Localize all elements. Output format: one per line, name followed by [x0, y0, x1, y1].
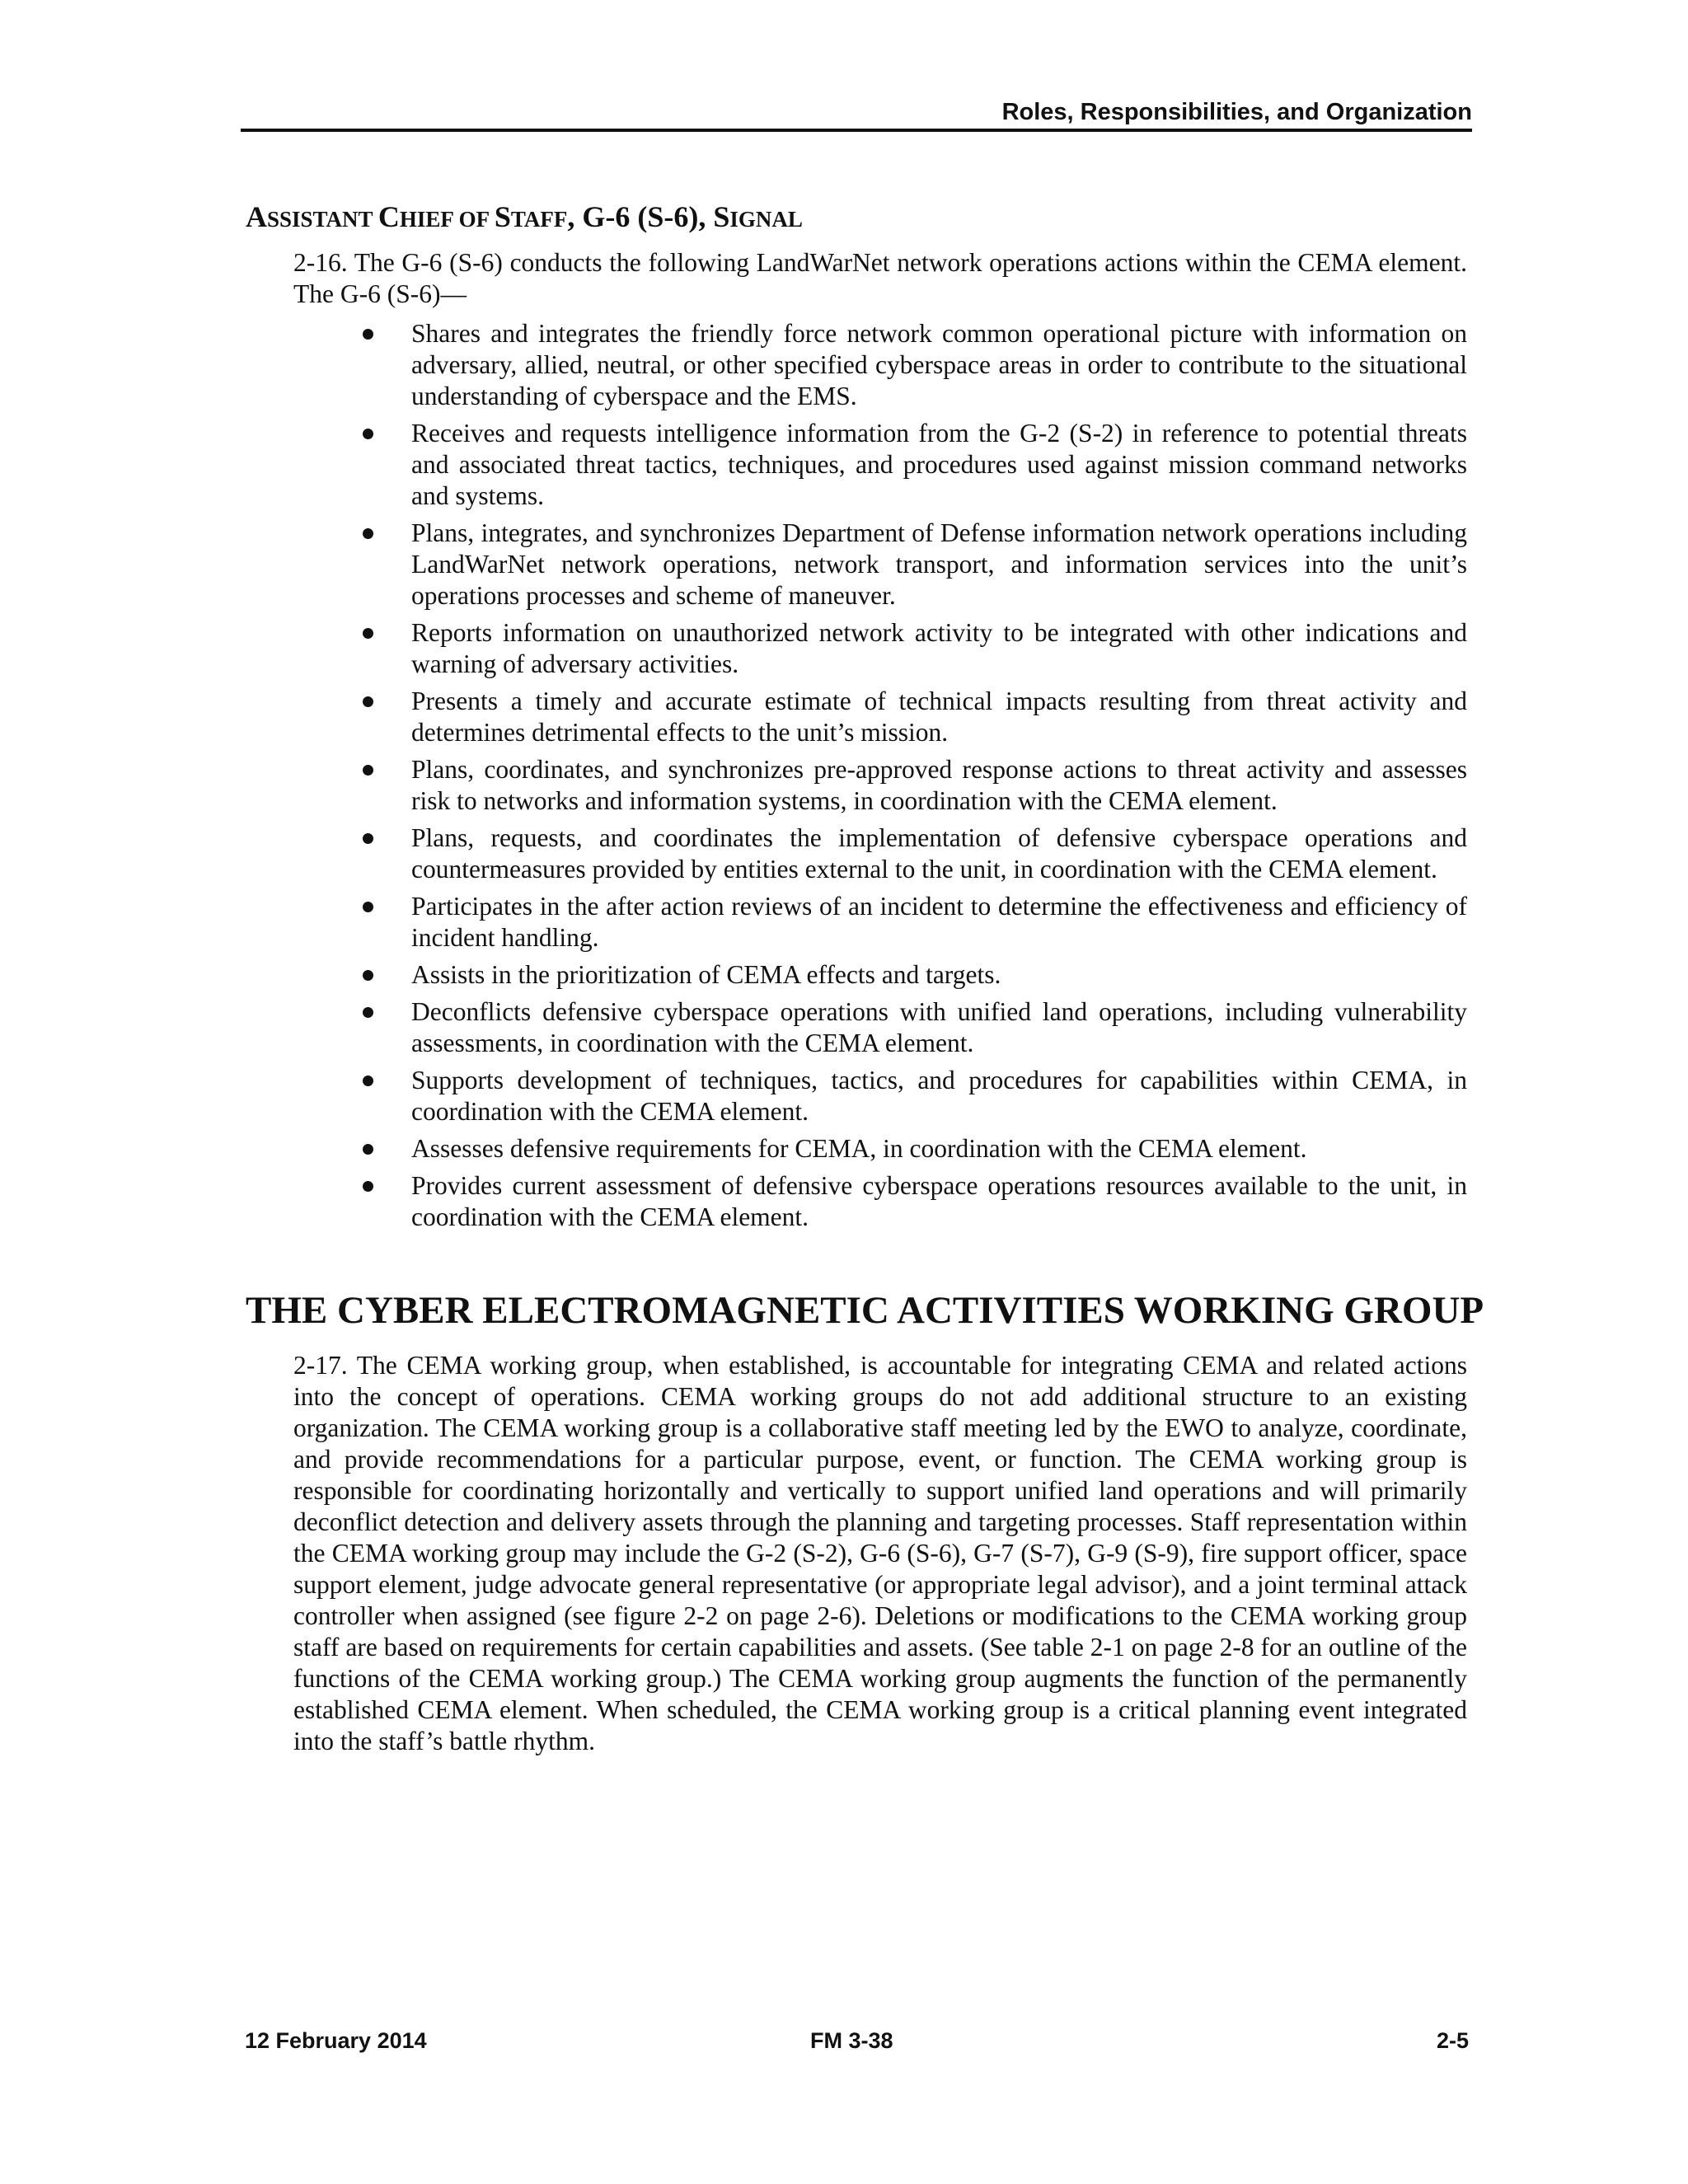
list-item-text: Receives and requests intelligence information from the G-2 (S-2) in reference to potential threats and associated threat tactics, techniques, and procedures used against mission command networks and systems. — [411, 419, 1467, 510]
section-title — [246, 198, 803, 238]
list-item-text: Supports development of techniques, tactics, and procedures for capabilities within CEMA, in coordination with the CEMA element. — [411, 1066, 1467, 1126]
list-item — [293, 891, 1467, 954]
section-title-part: S — [494, 200, 511, 233]
footer-page-number: 2-5 — [1436, 2028, 1469, 2053]
list-item — [293, 823, 1467, 885]
list-item-text: Participates in the after action reviews of an incident to determine the effectiveness and efficiency of incident handling. — [411, 892, 1467, 952]
list-item — [293, 418, 1467, 512]
list-item — [293, 1065, 1467, 1127]
bullet-icon — [363, 765, 373, 776]
footer-date: 12 February 2014 — [245, 2028, 427, 2053]
list-item-text: Provides current assessment of defensive cyberspace operations resources available to the unit, in coordination with the CEMA element. — [411, 1171, 1467, 1231]
list-item-text: Plans, integrates, and synchronizes Department of Defense information network operations including LandWarNet network operations, network transport, and information services into the unit’s operations processes and scheme of maneuver. — [411, 518, 1467, 610]
running-header: Roles, Responsibilities, and Organization — [1001, 99, 1472, 125]
list-item-text: Presents a timely and accurate estimate of technical impacts resulting from threat activity and determines detrimental effects to the unit’s mission. — [411, 687, 1467, 747]
list-item-text: Assesses defensive requirements for CEMA, in coordination with the CEMA element. — [411, 1134, 1307, 1163]
section-title-part: IGNAL — [729, 207, 803, 232]
list-item-text: Plans, coordinates, and synchronizes pre-approved response actions to threat activity and assesses risk to networks and information systems, in coordination with the CEMA element. — [411, 755, 1467, 815]
section-title-part: , G-6 (S-6), — [567, 200, 714, 233]
list-item — [293, 1170, 1467, 1233]
bullet-icon — [363, 628, 373, 639]
list-item — [293, 617, 1467, 680]
bullet-icon — [363, 1181, 373, 1192]
bullet-icon — [363, 970, 373, 981]
bullet-icon — [363, 429, 373, 439]
list-item — [293, 754, 1467, 817]
list-item — [293, 959, 1467, 991]
list-item — [293, 1133, 1467, 1165]
working-group-heading: THE CYBER ELECTROMAGNETIC ACTIVITIES WORKING GROUP — [246, 1289, 1484, 1332]
section-title-part: SSISTANT — [267, 207, 378, 232]
bullet-list — [293, 318, 1467, 1239]
list-item-text: Shares and integrates the friendly force network common operational picture with information on adversary, allied, neutral, or other specified cyberspace areas in order to contribute to the situational understanding of cyberspace and the EMS. — [411, 319, 1467, 410]
section-title-part: C — [377, 200, 400, 233]
bullet-icon — [363, 696, 373, 707]
paragraph-2-16: 2-16. The G-6 (S-6) conducts the following LandWarNet network operations actions within the CEMA element. The G-6 (S-6)— — [293, 248, 1467, 308]
section-title-part: A — [246, 200, 267, 233]
list-item — [293, 518, 1467, 612]
list-item-text: Reports information on unauthorized network activity to be integrated with other indications and warning of adversary activities. — [411, 618, 1467, 678]
section-title-part: HIEF OF — [399, 207, 495, 232]
bullet-icon — [363, 1007, 373, 1018]
header-rule — [241, 129, 1472, 132]
list-item-text: Assists in the prioritization of CEMA effects and targets. — [411, 960, 1001, 989]
list-item — [293, 686, 1467, 748]
bullet-icon — [363, 833, 373, 844]
list-item-text: Deconflicts defensive cyberspace operations with unified land operations, including vulnerability assessments, in coordination with the CEMA element. — [411, 997, 1467, 1057]
bullet-icon — [363, 902, 373, 912]
list-item — [293, 996, 1467, 1059]
paragraph-2-17: 2-17. The CEMA working group, when established, is accountable for integrating CEMA and related actions into the concept of operations. CEMA working groups do not add additional structure to an existing organization. The CEMA working group is a collaborative staff meeting led by the EWO to analyze, coordinate, and provide recommendations for a particular purpose, event, or function. The CEMA working group is responsible for coordinating horizontally and vertically to support unified land operations and will primarily deconflict detection and delivery assets through the planning and targeting processes. Staff representation within the CEMA working group may include the G-2 (S-2), G-6 (S-6), G-7 (S-7), G-9 (S-9), fire support officer, space support element, judge advocate general representative (or appropriate legal advisor), and a joint terminal attack controller when assigned (see figure 2-2 on page 2-6). Deletions or modifications to the CEMA working group staff are based on requirements for certain capabilities and assets. (See table 2-1 on page 2-8 for an outline of the functions of the CEMA working group.) The CEMA working group augments the function of the permanently established CEMA element. When scheduled, the CEMA working group is a critical planning event integrated into the staff’s battle rhythm. — [293, 1351, 1467, 1755]
bullet-icon — [363, 329, 373, 340]
bullet-icon — [363, 1076, 373, 1086]
bullet-icon — [363, 528, 373, 539]
section-title-part: S — [713, 200, 730, 233]
bullet-icon — [363, 1144, 373, 1155]
list-item — [293, 318, 1467, 412]
footer-document-number: FM 3-38 — [810, 2028, 893, 2053]
list-item-text: Plans, requests, and coordinates the implementation of defensive cyberspace operations and countermeasures provided by entities external to the unit, in coordination with the CEMA element. — [411, 823, 1467, 883]
section-title-part: TAFF — [510, 207, 568, 232]
